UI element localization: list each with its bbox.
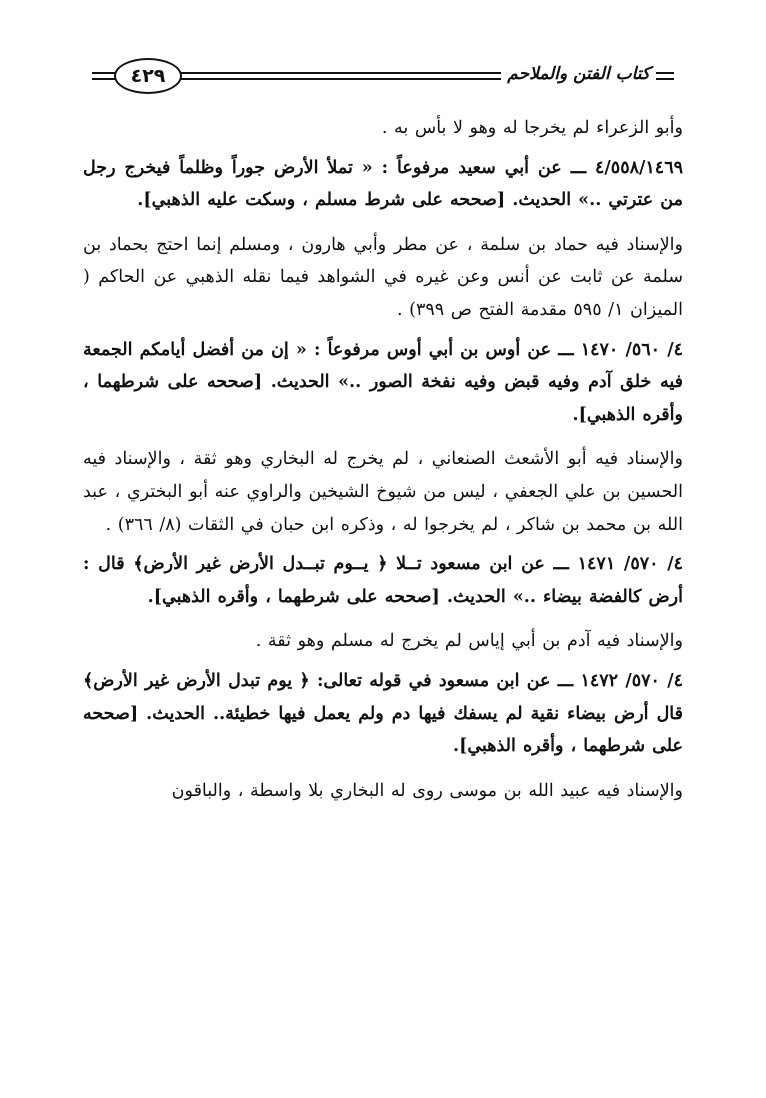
paragraph-hadith-1469: ٤/٥٥٨/١٤٦٩ ـــ عن أبي سعيد مرفوعاً : « تملأ الأرض جوراً وظلماً فيخرج رجل من عترتي ..» الحديث. [صححه على شرط مسلم ، وسكت عليه الذهبي]. <box>83 157 683 211</box>
page-body <box>83 112 683 807</box>
paragraph-isnad-note: والإسناد فيه أبو الأشعث الصنعاني ، لم يخرج له البخاري وهو ثقة ، والإسناد فيه الحسين بن علي الجعفي ، ليس من شيوخ الشيخين والراوي عنه أبو البختري ، عبد الله بن محمد بن شاكر ، لم يخرجوا له ، وذكره ابن حبان في الثقات (٨/ ٣٦٦) . <box>83 449 683 535</box>
paragraph-isnad-note: والإسناد فيه عبيد الله بن موسى روى له البخاري بلا واسطة ، والباقون <box>171 780 683 801</box>
paragraph-hadith-1470: ٤/ ٥٦٠/ ١٤٧٠ ـــ عن أوس بن أبي أوس مرفوعاً : « إن من أفضل أيامكم الجمعة فيه خلق آدم وفيه قبض وفيه نفخة الصور ..» الحديث. [صححه على شرطهما ، وأقره الذهبي]. <box>83 339 684 425</box>
paragraph-hadith-1472: ٤/ ٥٧٠/ ١٤٧٢ ـــ عن ابن مسعود في قوله تعالى: ﴿ يوم تبدل الأرض غير الأرض﴾ قال أرض بيضاء نقية لم يسفك فيها دم ولم يعمل فيها خطيئة.. الحديث. [صححه على شرطهما ، وأقره الذهبي]. <box>83 670 683 757</box>
book-title: كتاب الفتن والملاحم <box>501 60 656 88</box>
page-header <box>92 58 674 92</box>
paragraph-narrator-note: وأبو الزعراء لم يخرجا له وهو لا بأس به . <box>381 118 683 138</box>
paragraph-isnad-note: والإسناد فيه آدم بن أبي إياس لم يخرج له مسلم وهو ثقة . <box>255 631 683 652</box>
paragraph-hadith-1471: ٤/ ٥٧٠/ ١٤٧١ ـــ عن ابن مسعود تــلا ﴿ يــوم تبــدل الأرض غير الأرض﴾ قال : أرض كالفضة بيضاء ..» الحديث. [صححه على شرطهما ، وأقره الذهبي]. <box>83 554 683 607</box>
paragraph-isnad-note: والإسناد فيه حماد بن سلمة ، عن مطر وأبي هارون ، ومسلم إنما احتج بحماد بن سلمة عن ثابت عن أنس وعن غيره في الشواهد فيما نقله الذهبي عن الحاكم ( الميزان ١/ ٥٩٥ مقدمة الفتح ص ٣٩٩) . <box>83 234 683 320</box>
page-number: ٤٢٩ <box>114 58 182 94</box>
